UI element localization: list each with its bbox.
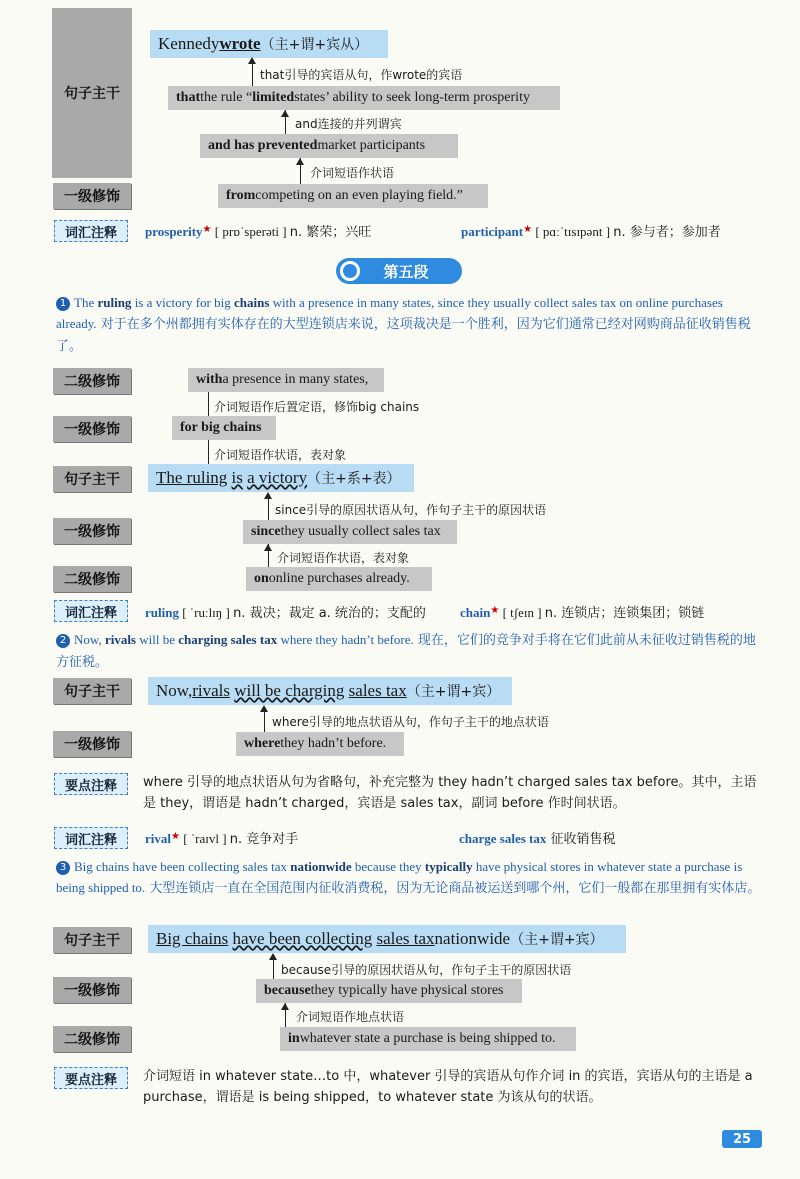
note-because-clause: because引导的原因状语从句，作句子主干的原因状语	[281, 963, 572, 977]
from-phrase-bar: from competing on an even playing field.”	[218, 184, 488, 208]
arrow-up-icon	[264, 544, 272, 551]
connector-line	[208, 392, 209, 416]
sentence-number-badge: 2	[56, 634, 70, 648]
vocab-note-tag: 词汇注释	[54, 827, 128, 849]
in-phrase-bar: in whatever state a purchase is being shipped to.	[280, 1027, 576, 1051]
key-note-text: 介词短语 in whatever state…to 中，whatever 引导的宾语从句作介词 in 的宾语，宾语从句的主语是 a purchase，谓语是 is being shipped，to whatever state 为该从句的状语。	[143, 1069, 753, 1105]
arrow-up-icon	[281, 110, 289, 117]
where-clause-bar: where they hadn’t before.	[236, 732, 404, 756]
vocab-note-tag: 词汇注释	[54, 220, 128, 242]
that-clause-bar: that the rule “ limited states’ ability to seek long-term prosperity	[168, 86, 560, 110]
main-clause-bar	[150, 30, 388, 58]
note-where-clause: where引导的地点状语从句，作句子主干的地点状语	[272, 715, 549, 729]
vocab-participant: participant★ [ pɑːˈtɪsɪpənt ] n. 参与者；参加者	[461, 224, 721, 240]
sentence-main-tag: 句子主干	[53, 927, 131, 953]
on-phrase-bar: on online purchases already.	[246, 567, 432, 591]
arrow-up-icon	[264, 492, 272, 499]
main-clause-bar: The ruling is a victory （主+系+表）	[148, 464, 414, 492]
note-since-clause: since引导的原因状语从句，作句子主干的原因状语	[275, 503, 547, 517]
vocab-chain: chain★ [ tʃeɪn ] n. 连锁店；连锁集团；锁链	[460, 605, 705, 621]
note-in-phrase: 介词短语作地点状语	[296, 1010, 405, 1024]
since-clause-bar: since they usually collect sales tax	[243, 520, 457, 544]
note-on-phrase: 介词短语作状语，表对象	[277, 551, 410, 565]
sentence-main-tag: 句子主干	[53, 678, 131, 704]
level2-modifier-tag: 二级修饰	[53, 566, 131, 592]
note-with-phrase: 介词短语作后置定语，修饰big chains	[214, 400, 420, 414]
level2-modifier-tag: 二级修饰	[53, 1026, 131, 1052]
because-clause-bar: because they typically have physical stores	[256, 979, 522, 1003]
arrow-up-icon	[281, 1003, 289, 1010]
section-header	[336, 258, 462, 284]
sentence-main-tag: 句子主干	[53, 466, 131, 492]
main-clause-bar: Now, rivals will be charging sales tax （主+谓+宾）	[148, 677, 512, 705]
sentence-3: 3 Big chains have been collecting sales tax nationwide because they typically have physical stores in whatever state a purchase is being shipped to. 大型连锁店一直在全国范围内征收消费税，因为无论商品被运送到哪个州，它们一般都在那里拥有实体店。	[56, 859, 761, 896]
arrow-up-icon	[269, 953, 277, 960]
section-title: 第五段	[383, 262, 429, 281]
sentence-number-badge: 3	[56, 861, 70, 875]
level2-modifier-tag: 二级修饰	[53, 368, 131, 394]
level1-modifier-tag: 一级修饰	[53, 183, 131, 209]
and-clause-bar: and has prevented market participants	[200, 134, 458, 158]
arrow-up-icon	[248, 57, 256, 64]
key-note-tag: 要点注释	[54, 1067, 128, 1089]
note-that-clause: that引导的宾语从句，作wrote的宾语	[260, 68, 463, 82]
vocab-charge-sales-tax: charge sales tax 征收销售税	[459, 831, 616, 847]
key-note-tag: 要点注释	[54, 773, 128, 795]
sentence-number-badge: 1	[56, 297, 70, 311]
vocab-note-tag: 词汇注释	[54, 600, 128, 622]
page-number: 25	[722, 1130, 762, 1148]
sentence-main-tag: 句子主干	[64, 86, 120, 102]
key-note-text: where 引导的地点状语从句为省略句，补充完整为 they hadn’t charged sales tax before。其中，主语 是 they，谓语是 hadn’t charged，宾语是 sales tax，副词 before 作时间状语。	[143, 775, 757, 811]
note-for-phrase: 介词短语作状语，表对象	[214, 448, 347, 462]
vocab-prosperity: prosperity★ [ prɒˈsperəti ] n. 繁荣；兴旺	[145, 224, 372, 240]
arrow-up-icon	[296, 158, 304, 165]
magnifier-icon	[340, 261, 360, 281]
vocab-ruling: ruling [ ˈruːlɪŋ ] n. 裁决；裁定 a. 统治的；支配的	[145, 605, 426, 621]
level1-modifier-tag: 一级修饰	[53, 731, 131, 757]
level1-modifier-tag: 一级修饰	[53, 416, 131, 442]
for-phrase-bar: for big chains	[172, 416, 276, 440]
sentence-2: 2 Now, rivals will be charging sales tax where they hadn’t before. 现在，它们的竞争对手将在它们此前从未征收过销售税的地方征税。	[56, 632, 756, 670]
vocab-rival: rival★ [ ˈraɪvl ] n. 竞争对手	[145, 831, 299, 847]
connector-line	[208, 440, 209, 464]
with-phrase-bar: with a presence in many states,	[188, 368, 384, 392]
main-clause-structure: （主+谓+宾从）	[260, 37, 369, 53]
sentence-1: 1 The ruling is a victory for big chains with a presence in many states, since they usually collect sales tax on online purchases already. 对于在多个州都拥有实体存在的大型连锁店来说，这项裁决是一个胜利，因为它们通常已经对网购商品征收销售税了。	[56, 295, 751, 354]
main-clause-verb: wrote	[219, 34, 261, 53]
main-clause-bar: Big chains have been collecting sales tax nationwide （主+谓+宾）	[148, 925, 626, 953]
level1-modifier-tag: 一级修饰	[53, 518, 131, 544]
note-and-clause: and连接的并列谓宾	[295, 117, 402, 131]
note-prep-phrase: 介词短语作状语	[310, 166, 395, 180]
main-clause-subject: Kennedy	[158, 34, 220, 53]
level1-modifier-tag: 一级修饰	[53, 977, 131, 1003]
arrow-up-icon	[260, 705, 268, 712]
